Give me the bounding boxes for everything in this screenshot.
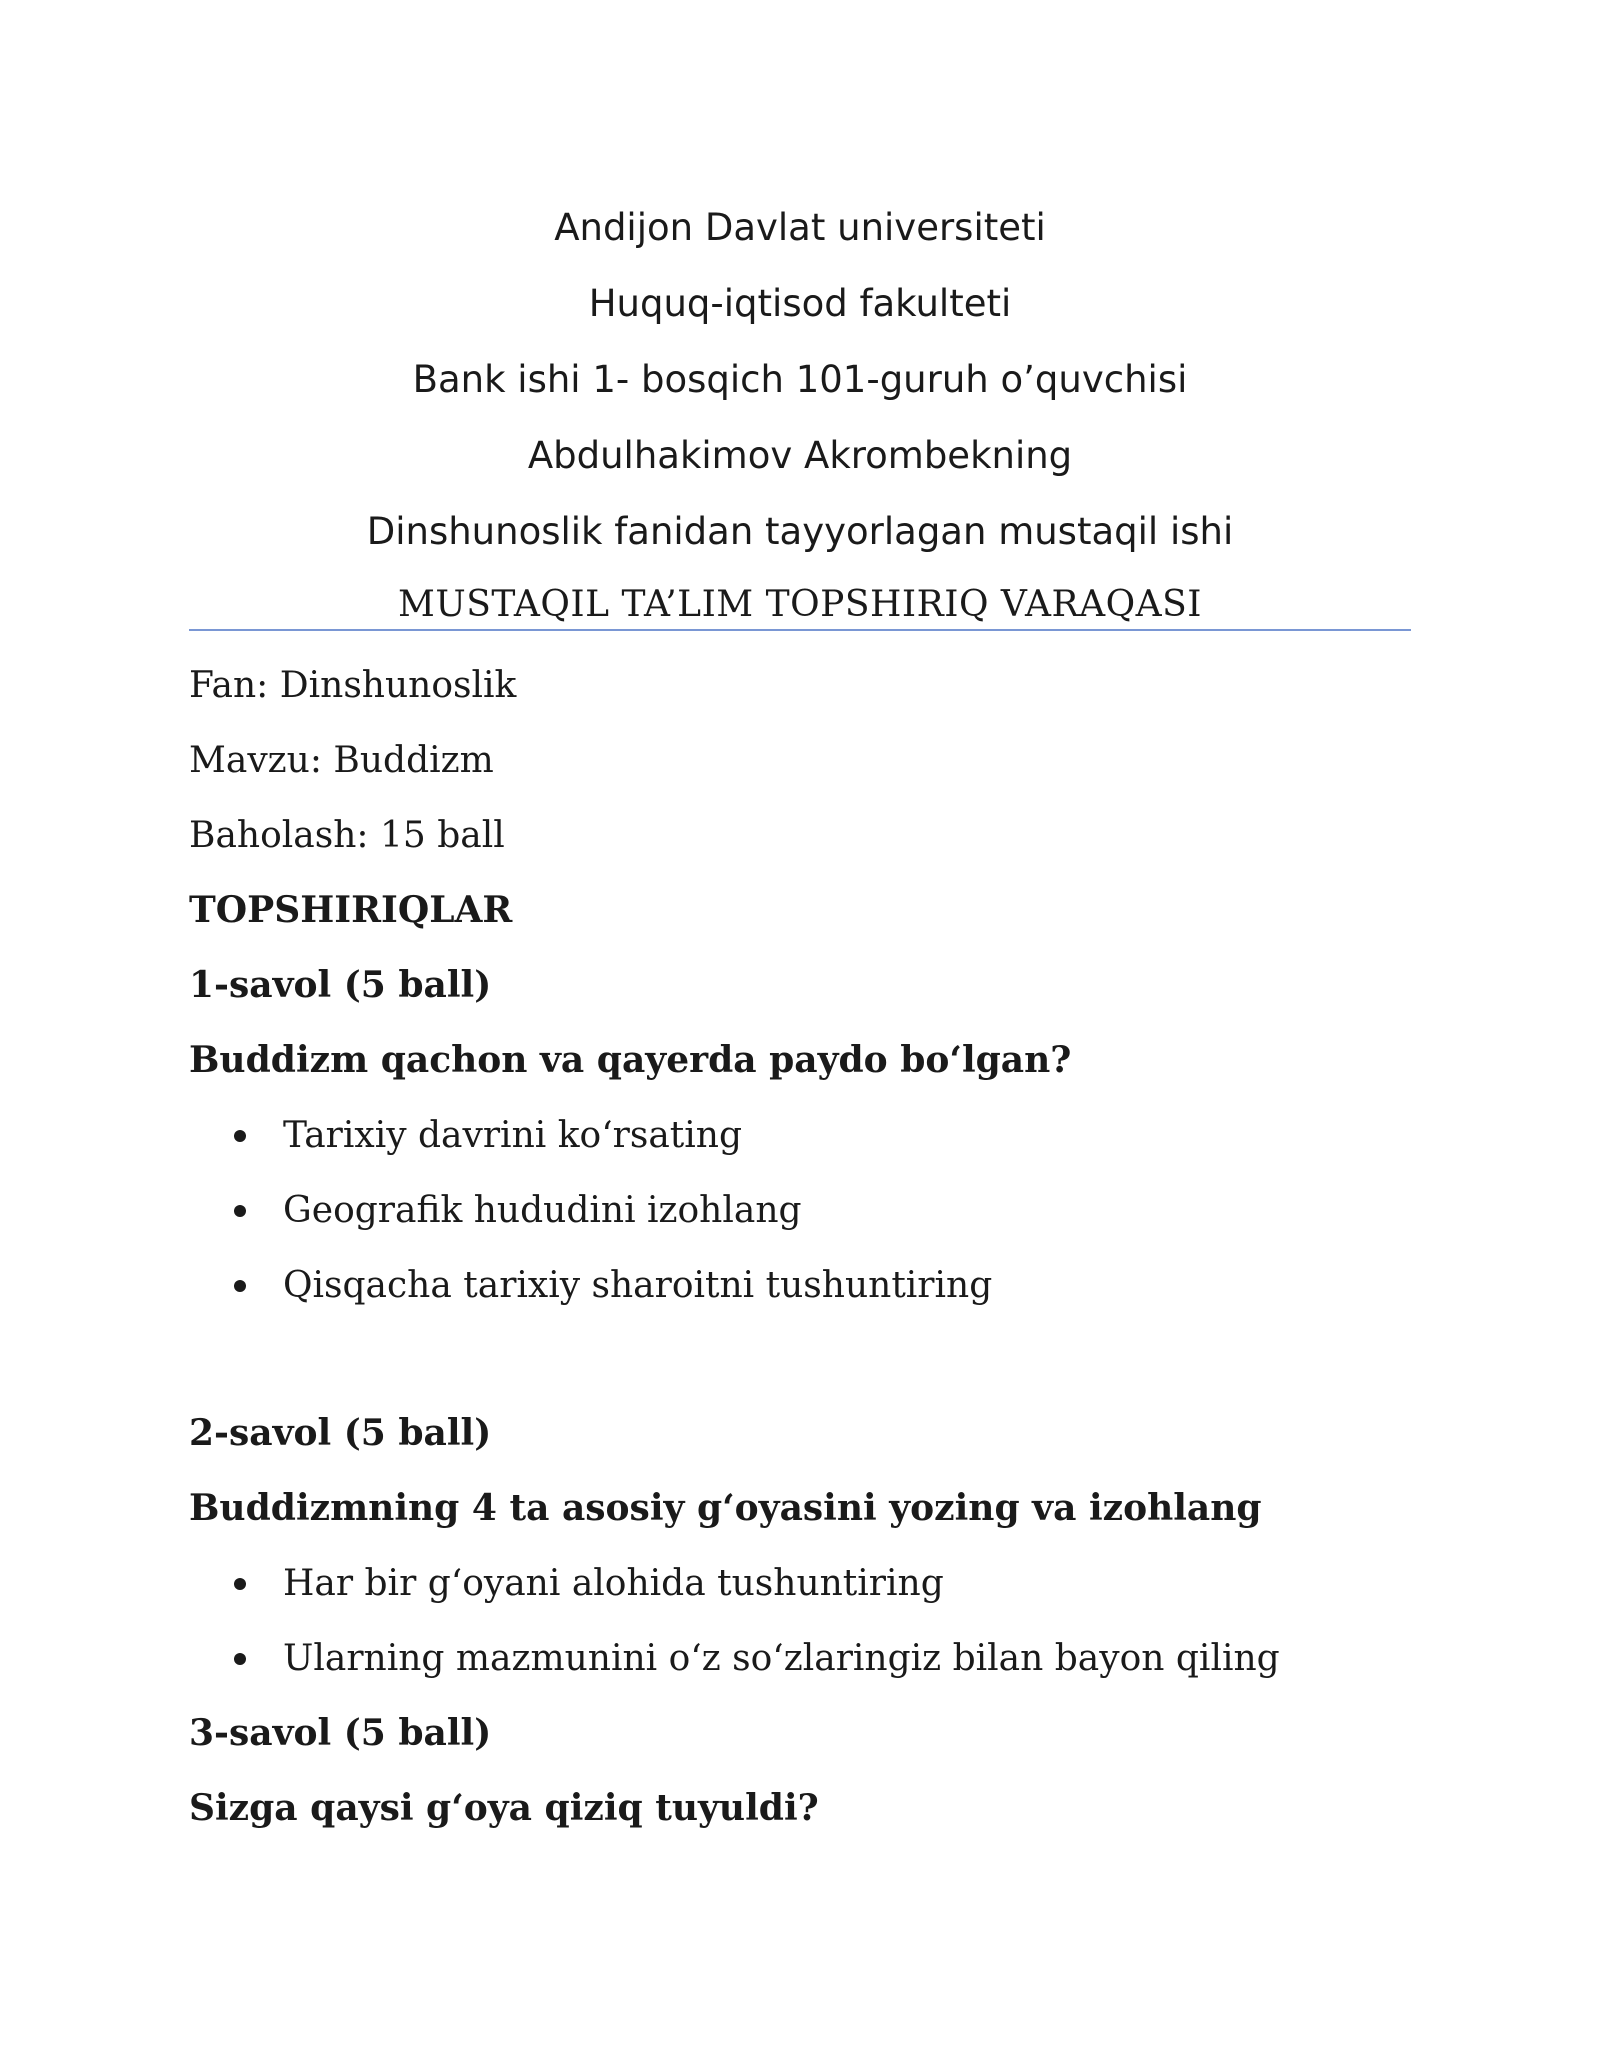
list-item-text: Geografik hududini izohlang bbox=[283, 1190, 802, 1231]
list-item-text: Har bir g‘oyani alohida tushuntiring bbox=[283, 1563, 944, 1604]
question-3-label: 3-savol (5 ball) bbox=[189, 1712, 492, 1754]
bullet-icon bbox=[234, 1578, 246, 1590]
list-item bbox=[189, 1621, 1411, 1696]
university-name: Andijon Davlat universiteti bbox=[554, 206, 1046, 249]
subject-line: Fan: Dinshunoslik bbox=[189, 665, 517, 706]
grading-line: Baholash: 15 ball bbox=[189, 815, 505, 856]
topic-line: Mavzu: Buddizm bbox=[189, 740, 494, 781]
question-3-text: Sizga qaysi g‘oya qiziq tuyuldi? bbox=[189, 1787, 819, 1829]
list-item bbox=[189, 1173, 1411, 1248]
student-group: Bank ishi 1- bosqich 101-guruh o’quvchisi bbox=[412, 358, 1188, 401]
bullet-icon bbox=[234, 1653, 246, 1665]
document-heading: MUSTAQIL TA’LIM TOPSHIRIQ VARAQASI bbox=[398, 584, 1202, 625]
question-2-text: Buddizmning 4 ta asosiy g‘oyasini yozing va izohlang bbox=[189, 1487, 1262, 1529]
question-1-label: 1-savol (5 ball) bbox=[189, 964, 492, 1006]
list-item bbox=[189, 1098, 1411, 1173]
student-name: Abdulhakimov Akrombekning bbox=[527, 434, 1073, 477]
list-item-text: Qisqacha tarixiy sharoitni tushuntiring bbox=[283, 1265, 993, 1306]
question-2-label: 2-savol (5 ball) bbox=[189, 1412, 492, 1454]
title-block bbox=[189, 190, 1411, 640]
question-1-bullets bbox=[189, 1098, 1411, 1323]
horizontal-divider bbox=[189, 629, 1411, 631]
list-item bbox=[189, 1546, 1411, 1621]
list-item-text: Ularning mazmunini o‘z so‘zlaringiz bilan bayon qiling bbox=[283, 1638, 1280, 1679]
bullet-icon bbox=[234, 1280, 246, 1292]
bullet-icon bbox=[234, 1205, 246, 1217]
list-item-text: Tarixiy davrini ko‘rsating bbox=[283, 1115, 742, 1156]
list-item bbox=[189, 1248, 1411, 1323]
work-description: Dinshunoslik fanidan tayyorlagan mustaqil ishi bbox=[366, 510, 1234, 553]
tasks-title: TOPSHIRIQLAR bbox=[189, 889, 513, 931]
document-body bbox=[189, 648, 1411, 1846]
faculty-name: Huquq-iqtisod fakulteti bbox=[588, 282, 1012, 325]
question-2-bullets bbox=[189, 1546, 1411, 1696]
question-1-text: Buddizm qachon va qayerda paydo bo‘lgan? bbox=[189, 1039, 1072, 1081]
paragraph-gap bbox=[189, 1323, 1411, 1396]
bullet-icon bbox=[234, 1130, 246, 1142]
